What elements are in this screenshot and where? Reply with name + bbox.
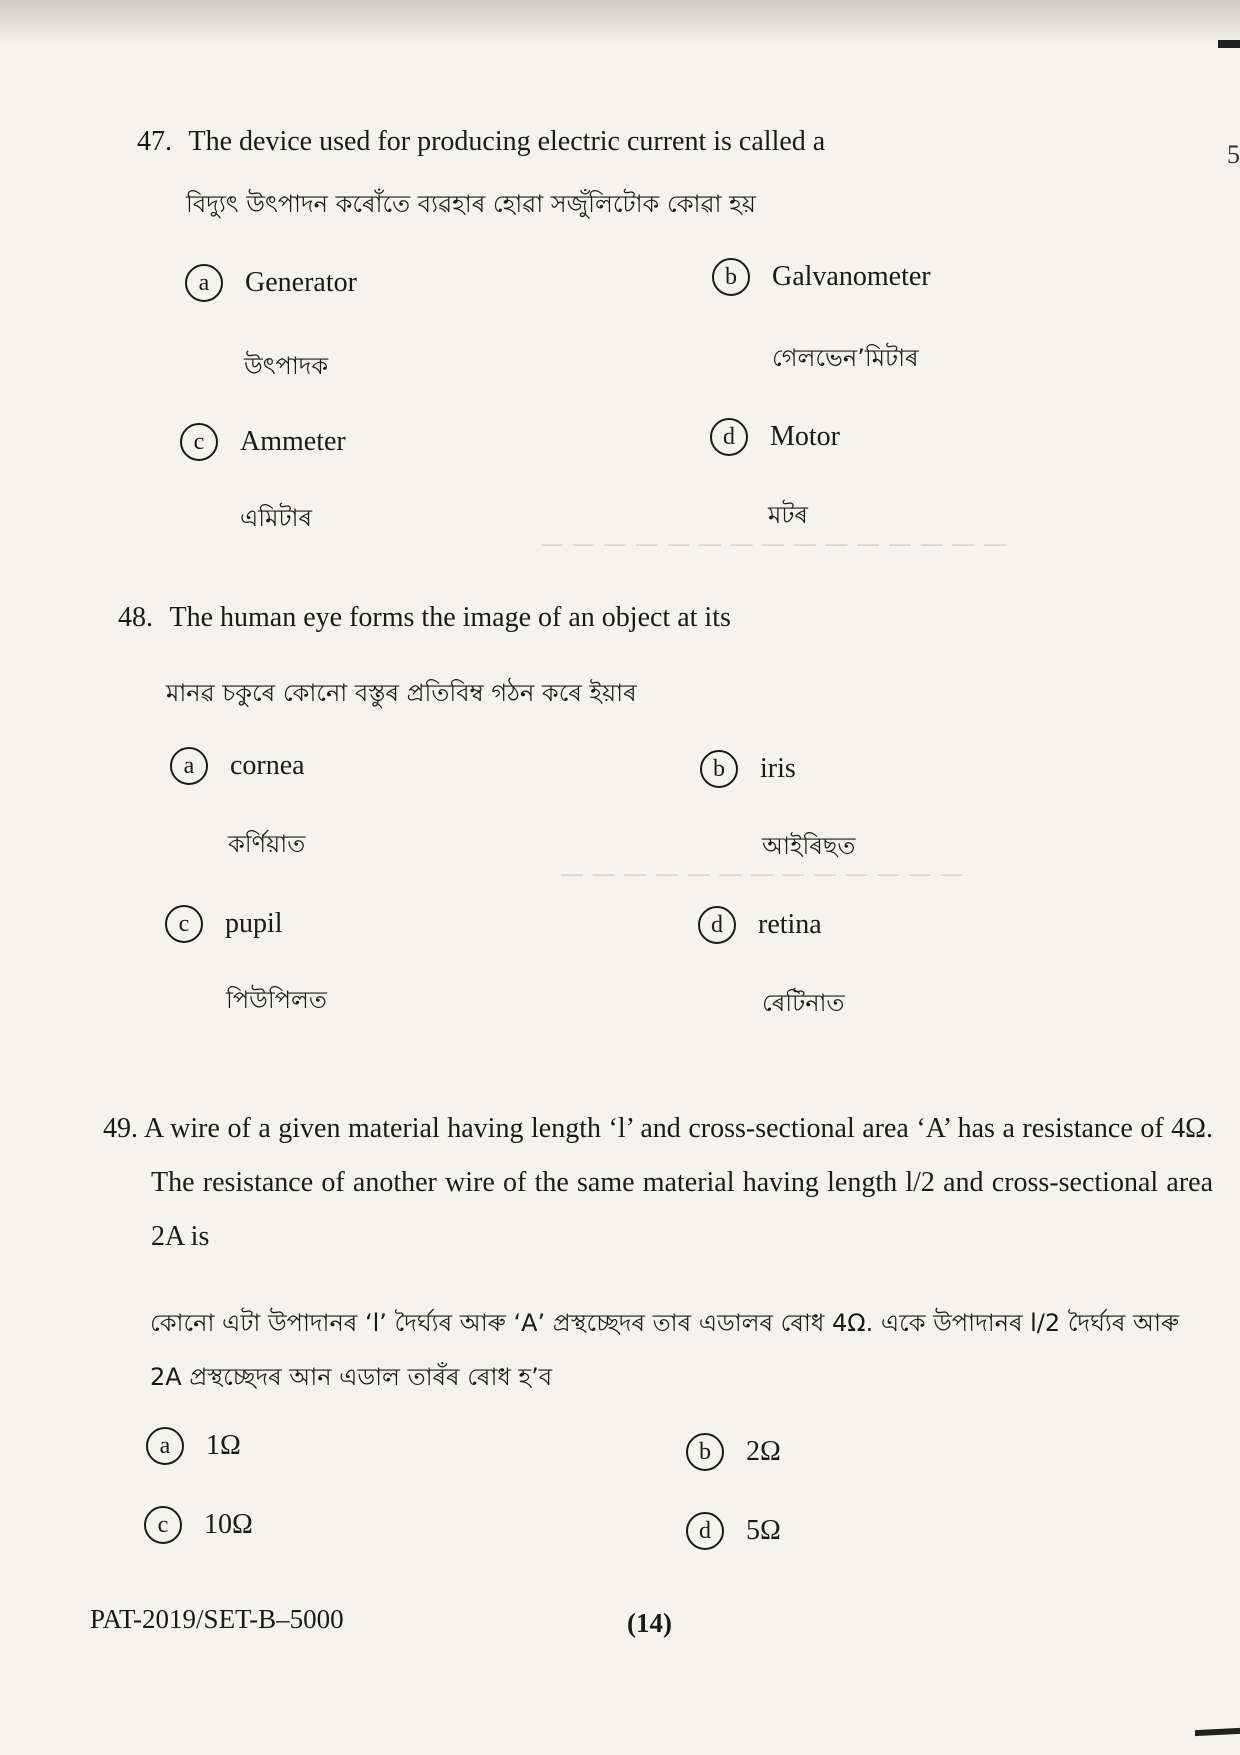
option-47-a[interactable] [185,264,357,302]
option-47-c[interactable] [180,423,346,461]
question-text-en: The device used for producing electric current is called a [188,126,826,157]
option-value: 2Ω [746,1436,781,1467]
option-48-d[interactable] [698,906,822,944]
option-value: 1Ω [206,1430,241,1461]
question-47-text-as: বিদ্যুৎ উৎপাদন কৰোঁতে ব্যৱহাৰ হোৱা সজুঁলিটোক কোৱা হয় [186,190,756,218]
option-label-en: Motor [770,421,840,452]
question-49-text-as: কোনো এটা উপাদানৰ ‘l’ দৈৰ্ঘ্যৰ আৰু ‘A’ প্ৰস্থচ্ছেদৰ তাৰ এডালৰ ৰোধ 4Ω. একে উপাদানৰ l/2 দৈৰ্ঘ্যৰ আৰু 2A প্ৰস্থচ্ছেদৰ আন এডাল তাৰঁৰ ৰোধ হ’ব [150,1309,1180,1391]
option-49-c[interactable] [144,1506,253,1544]
option-label-en: pupil [225,908,283,939]
exam-code: PAT-2019/SET-B–5000 [90,1604,344,1634]
question-48 [118,602,731,634]
question-number: 47. [137,126,172,157]
bleed-through-text: — — — — — — — — — — — — — — — [540,530,1007,558]
option-letter-circle: b [700,750,738,788]
option-letter-circle: c [144,1506,182,1544]
option-48-c[interactable] [165,905,283,943]
option-49-b[interactable] [686,1433,781,1471]
option-label-as: পিউপিলত [226,986,327,1014]
edge-mark [1218,40,1240,48]
option-label-as: গেলভেন’মিটাৰ [772,344,919,372]
question-number: 49. [103,1113,138,1144]
option-letter-circle: b [686,1433,724,1471]
question-49 [103,1102,1213,1264]
option-47-d[interactable] [710,418,840,456]
question-number: 48. [118,602,153,633]
option-label-en: retina [758,909,822,940]
question-text-en: The human eye forms the image of an object at its [169,602,731,633]
option-value: 5Ω [746,1515,781,1546]
question-47 [137,126,825,158]
option-letter-circle: c [180,423,218,461]
option-label-as: ৰেটিনাত [762,989,845,1017]
option-label-en: cornea [230,750,305,781]
option-letter-circle: a [185,264,223,302]
option-label-en: Galvanometer [772,261,931,292]
option-letter-circle: c [165,905,203,943]
edge-mark-bottom [1195,1728,1240,1736]
option-49-d[interactable] [686,1512,781,1550]
option-letter-circle: d [710,418,748,456]
option-label-as: আইৰিছত [762,832,856,860]
option-label-en: iris [760,753,796,784]
question-48-text-as: মানৱ চকুৰে কোনো বস্তুৰ প্ৰতিবিম্ব গঠন কৰে ইয়াৰ [166,679,637,707]
page-number: (14) [627,1608,672,1638]
option-letter-circle: a [170,747,208,785]
bleed-through-text: — — — — — — — — — — — — — [560,860,964,888]
option-letter-circle: a [146,1427,184,1465]
option-letter-circle: d [698,906,736,944]
option-value: 10Ω [204,1509,253,1540]
question-text-en: A wire of a given material having length ‘l’ and cross-sectional area ‘A’ has a resistance of 4Ω. The resistance of another wire of the same material having length l/2 and cross-sectional area 2A is [143,1113,1213,1252]
option-letter-circle: b [712,258,750,296]
option-label-en: Ammeter [240,426,346,457]
option-label-as: উৎপাদক [244,352,329,380]
option-label-en: Generator [245,267,357,298]
option-label-as: মটৰ [768,501,808,529]
option-47-b[interactable] [712,258,931,296]
option-label-as: কৰ্ণিয়াত [228,830,306,858]
option-letter-circle: d [686,1512,724,1550]
margin-digit: 5 [1227,140,1240,169]
option-48-a[interactable] [170,747,305,785]
option-49-a[interactable] [146,1427,241,1465]
option-48-b[interactable] [700,750,796,788]
page-edge-shadow [0,0,1240,46]
option-label-as: এমিটাৰ [240,504,313,532]
